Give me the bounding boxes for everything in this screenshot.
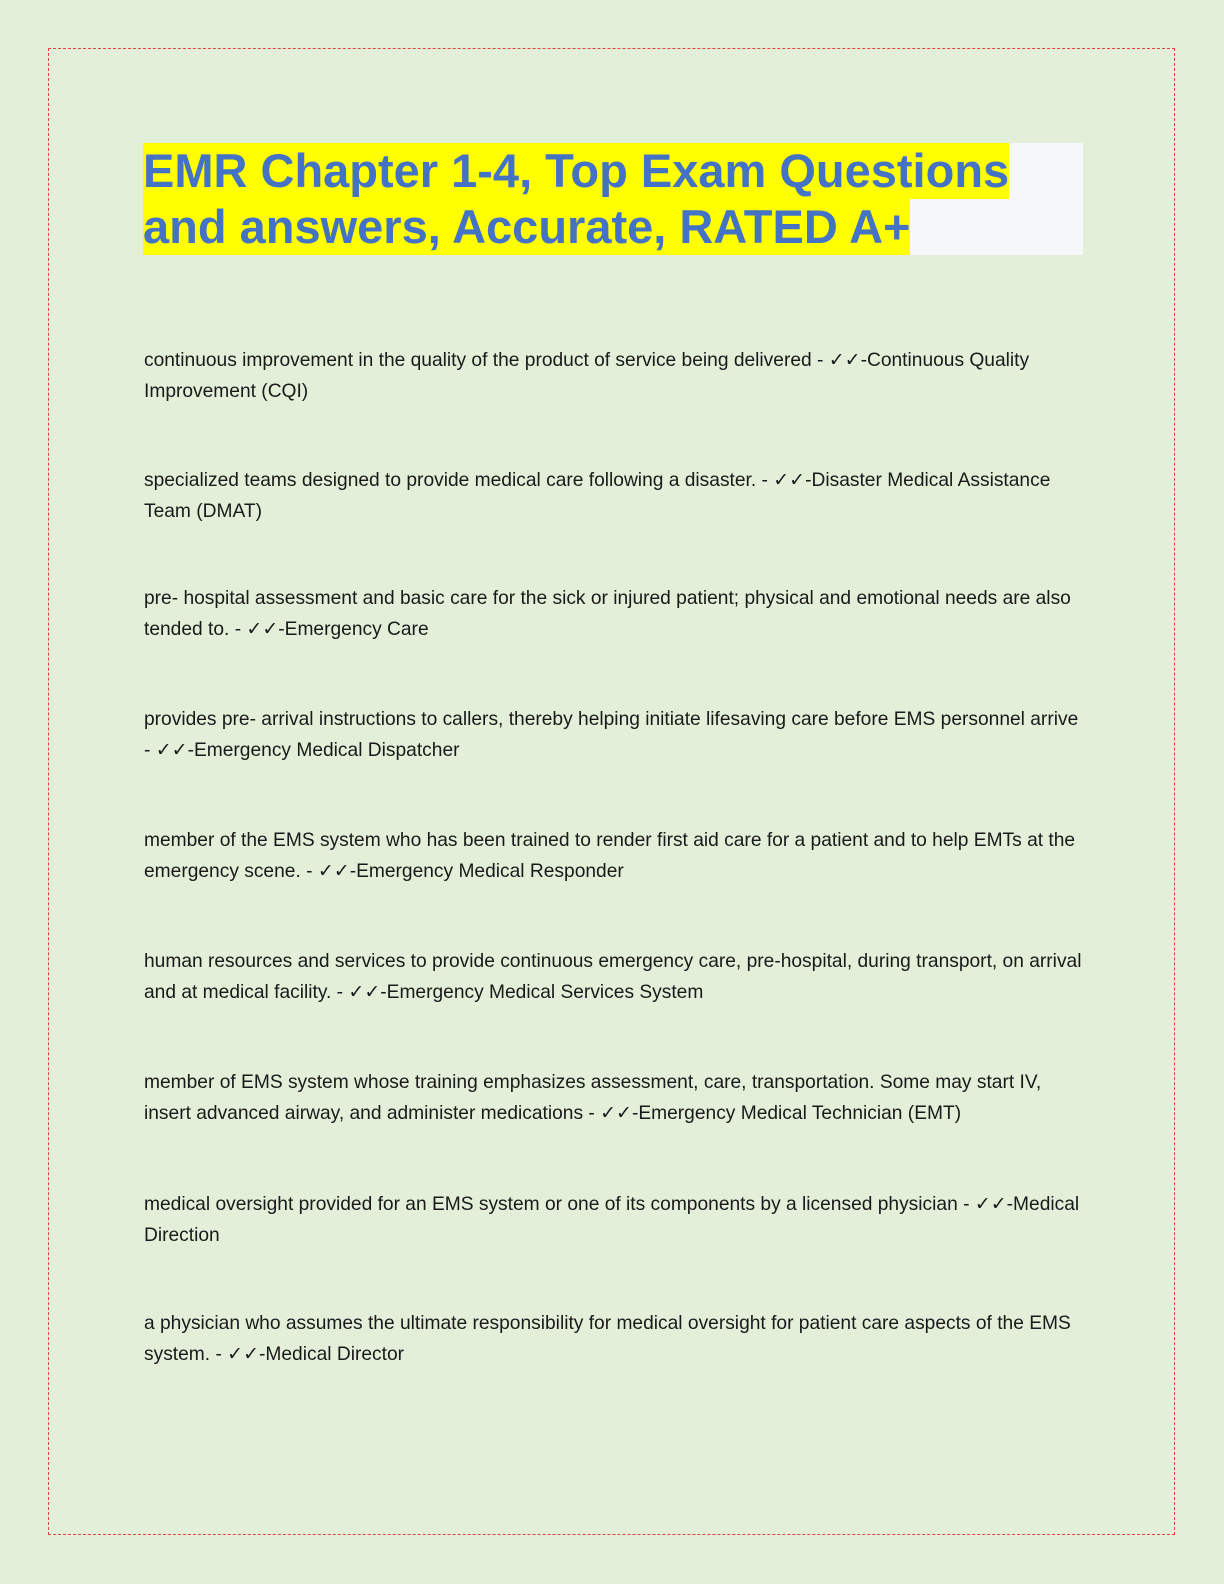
title-line-1: EMR Chapter 1-4, Top Exam Questions <box>143 144 1010 197</box>
qa-entry <box>144 583 1089 645</box>
separator: - <box>210 1344 228 1365</box>
check-mark-icon: ✓✓ <box>828 349 861 371</box>
check-mark-icon: ✓✓ <box>600 1102 632 1124</box>
separator: - <box>957 1194 975 1215</box>
qa-entry <box>144 1308 1089 1370</box>
qa-entry <box>144 1067 1089 1129</box>
check-mark-icon: ✓✓ <box>974 1193 1007 1215</box>
answer-text: -Medical Direction <box>144 1194 1080 1246</box>
separator: - <box>811 350 829 371</box>
check-mark-icon: ✓✓ <box>773 469 806 491</box>
answer-text: -Emergency Medical Responder <box>349 861 624 882</box>
qa-entry <box>144 825 1089 887</box>
question-text: a physician who assumes the ultimate responsibility for medical oversight for patient care aspects of the EMS system. <box>144 1313 1071 1365</box>
question-text: specialized teams designed to provide medical care following a disaster. <box>144 470 757 491</box>
answer-text: -Emergency Medical Technician (EMT) <box>631 1103 962 1124</box>
question-text: member of the EMS system who has been trained to render first aid care for a patient and to help EMTs at the emergency scene. <box>144 830 1076 882</box>
answer-text: -Disaster Medical Assistance Team (DMAT) <box>144 470 1051 522</box>
question-text: provides pre- arrival instructions to callers, thereby helping initiate lifesaving care before EMS personnel arrive <box>144 709 1079 730</box>
question-text: medical oversight provided for an EMS system or one of its components by a licensed physician <box>144 1194 958 1215</box>
question-text: human resources and services to provide continuous emergency care, pre-hospital, during transport, on arrival and at medical facility. <box>144 951 1082 1003</box>
check-mark-icon: ✓✓ <box>227 1343 260 1365</box>
separator: - <box>229 619 247 640</box>
separator: - <box>300 861 318 882</box>
qa-entry <box>144 345 1089 407</box>
check-mark-icon: ✓✓ <box>155 739 188 761</box>
answer-text: -Emergency Medical Dispatcher <box>187 740 460 761</box>
question-text: member of EMS system whose training emphasizes assessment, care, transportation. Some may start IV, insert advanced airway, and administer medications <box>144 1072 1042 1124</box>
check-mark-icon: ✓✓ <box>246 618 279 640</box>
answer-text: -Continuous Quality Improvement (CQI) <box>144 350 1030 402</box>
check-mark-icon: ✓✓ <box>348 981 381 1003</box>
qa-entry <box>144 465 1089 527</box>
answer-text: -Emergency Medical Services System <box>380 982 704 1003</box>
answer-text: -Medical Director <box>259 1344 405 1365</box>
separator: - <box>331 982 349 1003</box>
separator: - <box>756 470 774 491</box>
check-mark-icon: ✓✓ <box>317 860 350 882</box>
separator: - <box>583 1103 601 1124</box>
question-text: continuous improvement in the quality of the product of service being delivered <box>144 350 812 371</box>
qa-entry <box>144 946 1089 1008</box>
question-text: pre- hospital assessment and basic care for the sick or injured patient; physical and emotional needs are also tended to. <box>144 588 1071 640</box>
title-line-2: and answers, Accurate, RATED A+ <box>143 200 911 253</box>
separator: - <box>144 740 156 761</box>
qa-entry <box>144 1189 1089 1251</box>
document-title <box>143 143 1083 255</box>
qa-entry <box>144 704 1089 766</box>
answer-text: -Emergency Care <box>278 619 429 640</box>
